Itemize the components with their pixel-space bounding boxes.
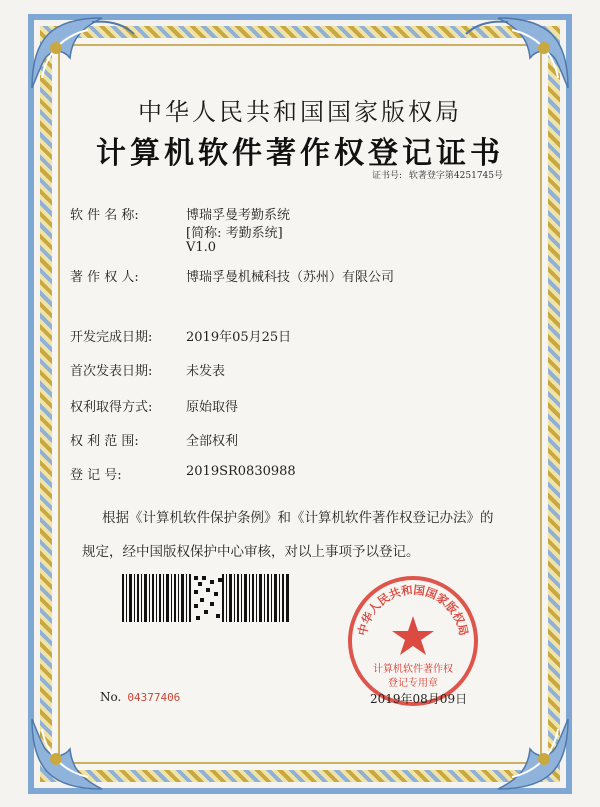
corner-ornament-icon [22,709,142,799]
certificate-number [372,168,507,181]
issue-date: 2019年08月09日 [370,692,468,706]
owner-value: 博瑞孚曼机械科技（苏州）有限公司 [186,270,395,285]
official-seal-icon [346,574,480,708]
serial-number [100,690,180,704]
serial-number-label: No. [100,690,122,704]
scope-value: 全部权利 [186,434,239,449]
software-version: V1.0 [186,240,217,255]
first-publication-label: 首次发表日期: [70,364,153,379]
registration-number: 2019SR0830988 [186,464,296,479]
seal-center-line-2: 登记专用章 [388,678,438,689]
certificate-number-label: 证书号: [372,171,403,181]
corner-ornament-icon [458,8,578,98]
acquisition-value: 原始取得 [186,400,239,415]
statement-line-1: 根据《计算机软件保护条例》和《计算机软件著作权登记办法》的 [102,510,494,526]
first-publication-value: 未发表 [186,364,226,379]
serial-number-value: 04377406 [127,691,181,704]
certificate-title: 计算机软件著作权登记证书 [96,136,504,171]
seal-center-line-1: 计算机软件著作权 [373,664,453,675]
corner-ornament-icon [458,709,578,799]
corner-ornament-icon [22,8,142,98]
statement-line-2: 规定，经中国版权保护中心审核，对以上事项予以登记。 [82,544,420,560]
software-name-value: 博瑞孚曼考勤系统 [186,208,291,223]
registration-label: 登 记 号: [70,468,122,483]
seal-ring-text: 中华人民共和国国家版权局 [355,582,471,637]
scope-label: 权 利 范 围: [70,434,139,449]
software-name-label: 软 件 名 称: [70,208,139,223]
issuer-heading: 中华人民共和国国家版权局 [138,98,462,126]
barcode-image [122,574,290,622]
owner-label: 著 作 权 人: [70,270,139,285]
acquisition-label: 权利取得方式: [70,400,153,415]
completion-date-label: 开发完成日期: [70,330,153,345]
completion-date-value: 2019年05月25日 [186,330,292,345]
software-short-name: [简称: 考勤系统] [186,226,283,241]
certificate-number-value: 软著登字第4251745号 [408,171,504,181]
